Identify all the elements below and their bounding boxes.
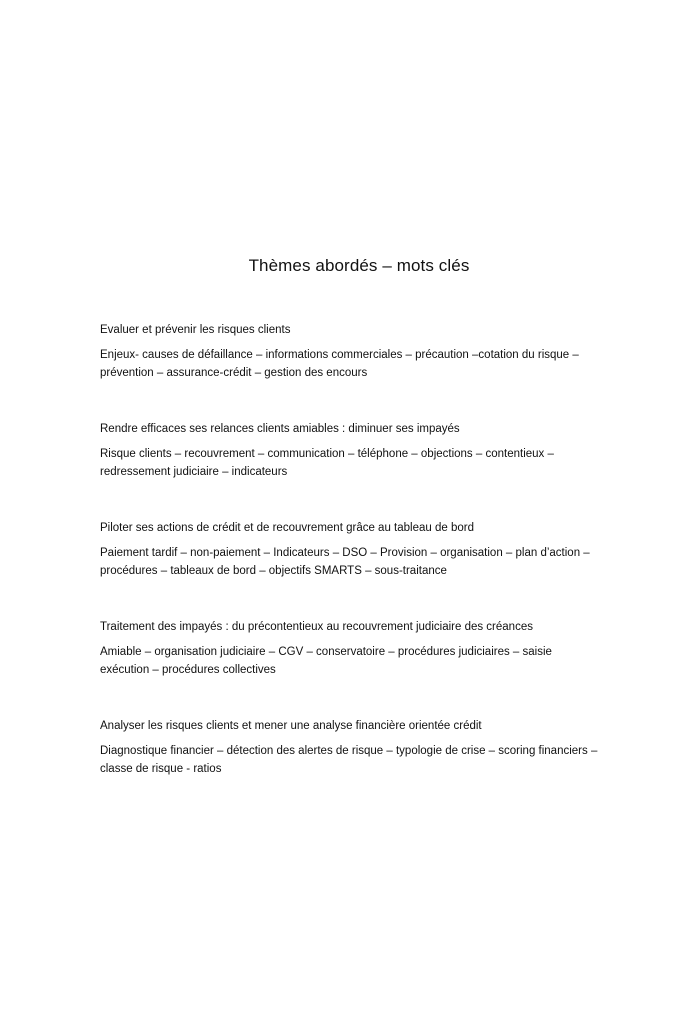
section-title: Traitement des impayés : du précontentieux au recouvrement judiciaire des créances bbox=[100, 621, 533, 633]
section-keywords: Amiable – organisation judiciaire – CGV – conservatoire – procédures judiciaires – saisie exécution – procédures collectives bbox=[100, 646, 552, 676]
section-keywords: Enjeux- causes de défaillance – informations commerciales – précaution –cotation du risque – prévention – assurance-crédit – gestion des encours bbox=[100, 349, 579, 379]
section-title: Rendre efficaces ses relances clients amiables : diminuer ses impayés bbox=[100, 423, 460, 435]
page-title: Thèmes abordés – mots clés bbox=[248, 256, 470, 275]
section-tableau-de-bord bbox=[100, 520, 600, 580]
sections-list bbox=[100, 322, 600, 817]
section-keywords: Diagnostique financier – détection des alertes de risque – typologie de crise – scoring financiers – classe de risque - ratios bbox=[100, 745, 598, 775]
section-title: Piloter ses actions de crédit et de recouvrement grâce au tableau de bord bbox=[100, 522, 474, 534]
section-keywords: Risque clients – recouvrement – communication – téléphone – objections – contentieux – redressement judiciaire – indicateurs bbox=[100, 448, 554, 478]
section-traitement-impayes bbox=[100, 619, 600, 679]
section-keywords: Paiement tardif – non-paiement – Indicateurs – DSO – Provision – organisation – plan d’action – procédures – tableaux de bord – objectifs SMARTS – sous-traitance bbox=[100, 547, 590, 577]
section-title: Analyser les risques clients et mener une analyse financière orientée crédit bbox=[100, 720, 482, 732]
section-evaluer-prevenir bbox=[100, 322, 600, 382]
section-analyse-financiere bbox=[100, 718, 600, 778]
section-title: Evaluer et prévenir les risques clients bbox=[100, 324, 291, 336]
section-relances-clients bbox=[100, 421, 600, 481]
